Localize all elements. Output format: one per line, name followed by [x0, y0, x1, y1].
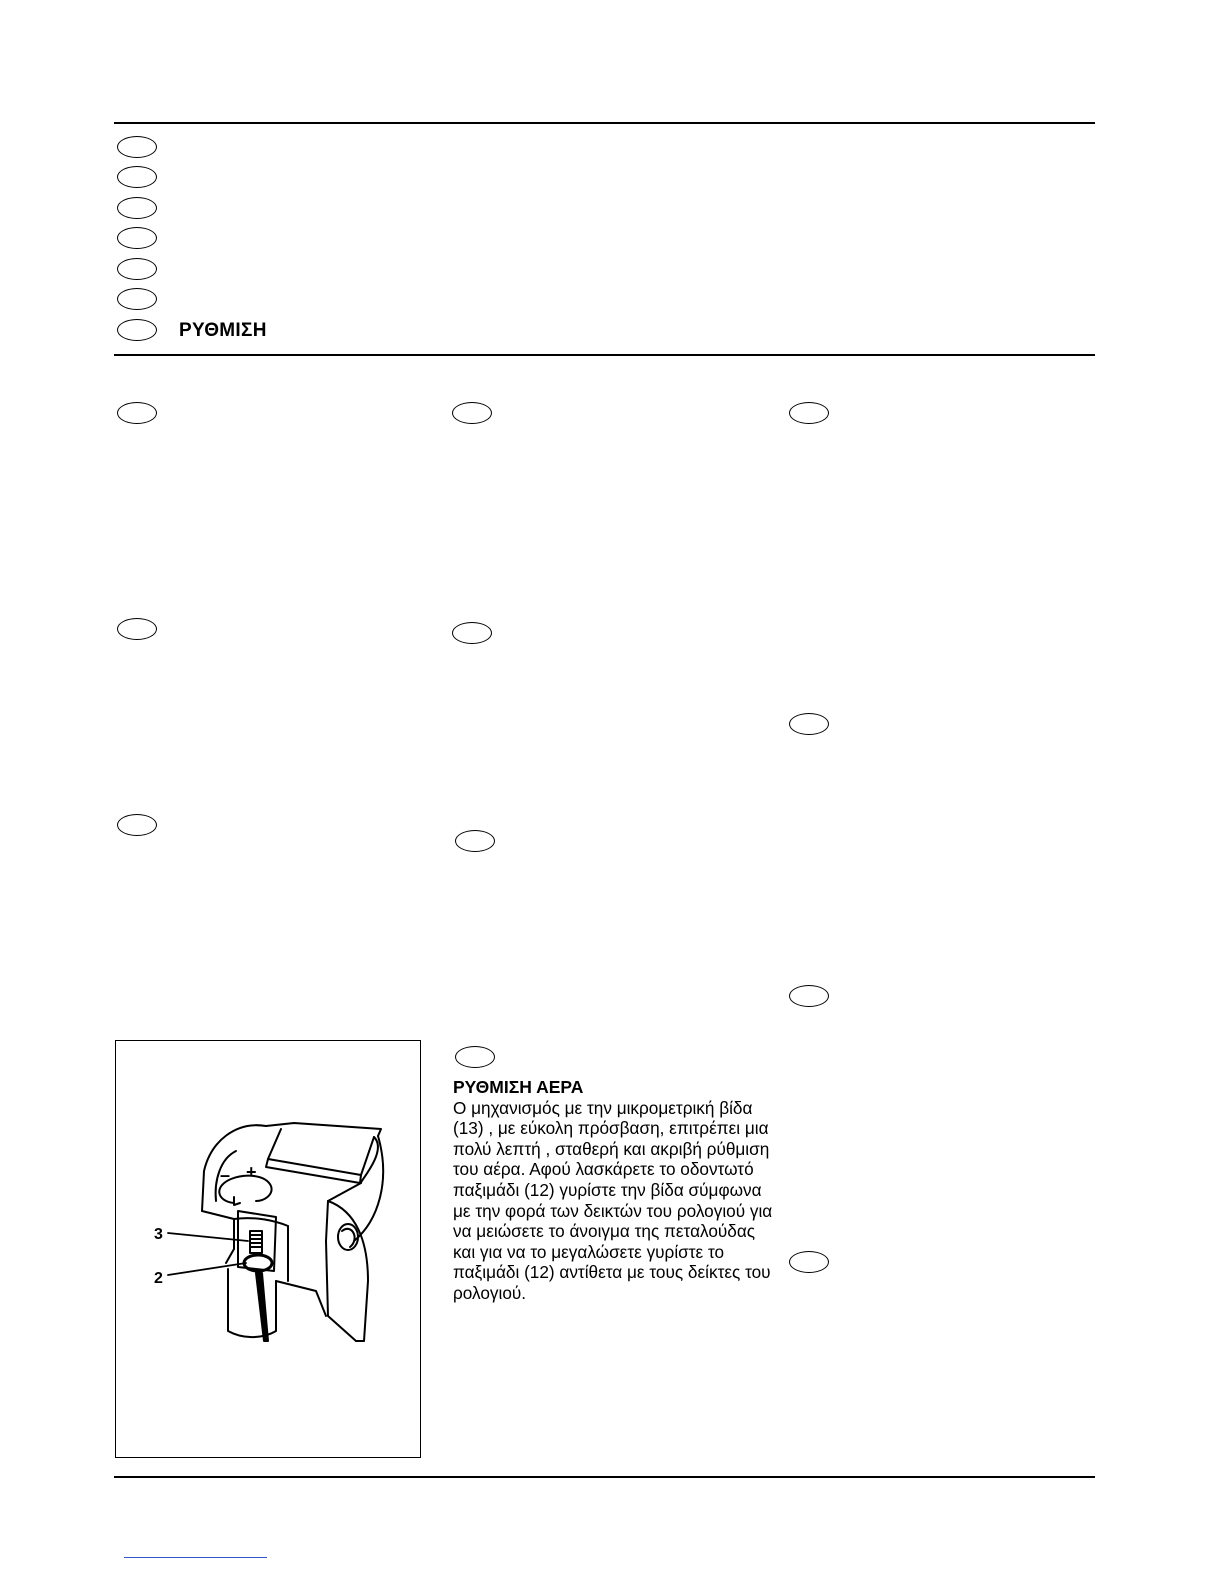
language-badge-4	[117, 227, 157, 249]
header-top-rule	[114, 122, 1095, 124]
footer-rule	[114, 1476, 1095, 1478]
section-badge-col3-1	[789, 402, 829, 424]
section-badge-col1-2	[117, 618, 157, 640]
section-title: ΡΥΘΜΙΣΗ ΑΕΡΑ	[453, 1077, 584, 1097]
section-body: Ο μηχανισμός με την μικρομετρική βίδα (13) , με εύκολη πρόσβαση, επιτρέπει μια πολύ λεπτή , σταθερή και ακριβή ρύθμιση του αέρα. Αφού λασκάρετε το οδοντωτό παξιμάδι (12) γυρίστε την βίδα σύμφωνα με την φορά των δεικτών του ρολογιού για να μειώσετε το άνοιγμα της πεταλούδας και για να το μεγαλώσετε γυρίστε το παξιμάδι (12) αντίθετα με τους δείκτες του ρολογιού.	[453, 1097, 773, 1303]
header-bottom-rule	[114, 354, 1095, 356]
callout-2: 2	[154, 1270, 163, 1287]
air-adjustment-section	[453, 1077, 773, 1304]
language-badge-1	[117, 136, 157, 158]
section-badge-col2-3	[455, 830, 495, 852]
language-badge-6	[117, 288, 157, 310]
page-title: ΡΥΘΜΙΣΗ	[179, 320, 267, 341]
section-badge-col3-4	[789, 1251, 829, 1273]
footer-link-underline	[124, 1557, 267, 1558]
callout-3: 3	[154, 1226, 163, 1243]
language-badge-7	[117, 319, 157, 341]
language-badge-2	[117, 166, 157, 188]
section-badge-col2-4	[455, 1046, 495, 1068]
minus-sign: –	[220, 1165, 231, 1185]
burner-illustration	[116, 1041, 422, 1459]
section-badge-col3-3	[789, 985, 829, 1007]
air-adjustment-figure	[115, 1040, 421, 1458]
language-badge-3	[117, 197, 157, 219]
section-badge-col1-1	[117, 402, 157, 424]
section-badge-col1-3	[117, 814, 157, 836]
language-badge-5	[117, 258, 157, 280]
section-badge-col2-2	[452, 622, 492, 644]
section-badge-col2-1	[452, 402, 492, 424]
section-badge-col3-2	[789, 713, 829, 735]
plus-sign: +	[246, 1162, 257, 1182]
